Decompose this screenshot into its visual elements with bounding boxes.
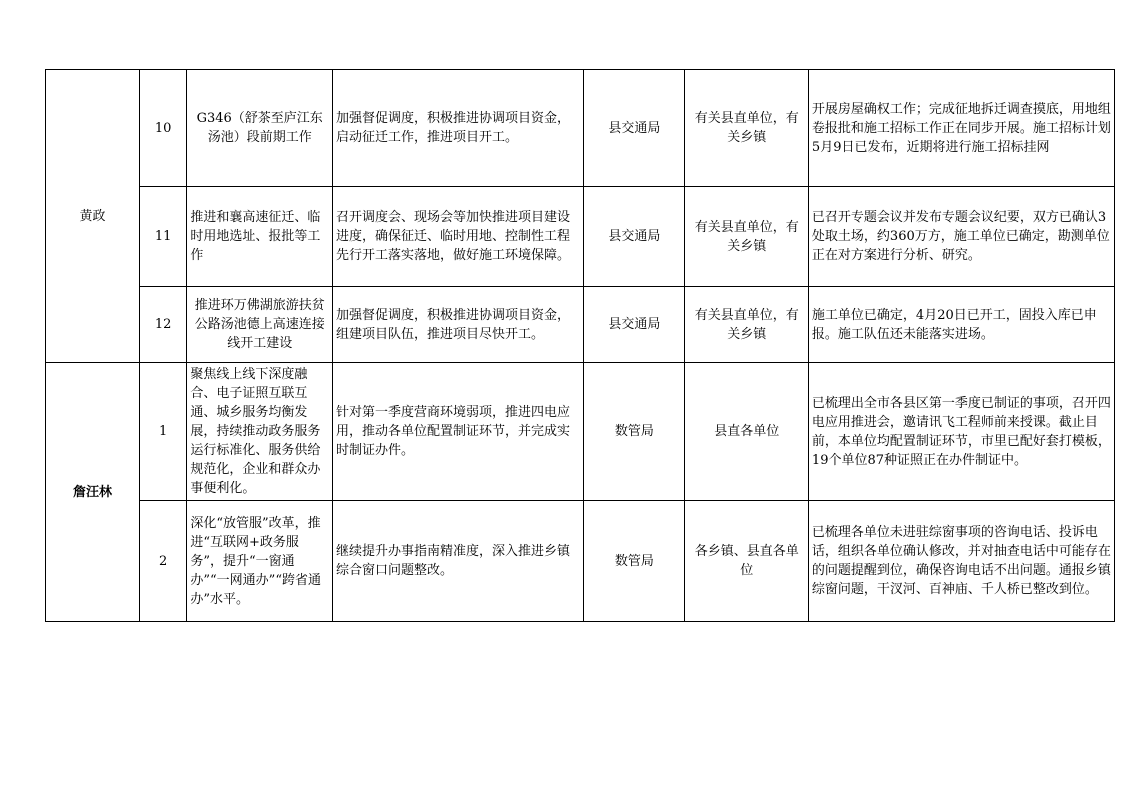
task-cell: 推进环万佛湖旅游扶贫公路汤池德上高速连接线开工建设 [187,287,333,363]
table-row [46,70,1115,187]
measure-cell: 继续提升办事指南精准度，深入推进乡镇综合窗口问题整改。 [333,501,584,622]
cooperating-unit-cell: 县直各单位 [685,363,808,501]
table-row [46,287,1115,363]
task-cell: 深化“放管服”改革，推进“互联网+政务服务”，提升“一窗通办”“一网通办”“跨省通办”水平。 [187,501,333,622]
progress-cell: 已梳理各单位未进驻综窗事项的咨询电话、投诉电话，组织各单位确认修改，并对抽查电话中可能存在的问题提醒到位，确保咨询电话不出问题。通报乡镇综窗问题，干汊河、百神庙、千人桥已整改到位。 [808,501,1114,622]
cooperating-unit-cell: 有关县直单位，有关乡镇 [685,187,808,287]
lead-unit-cell: 县交通局 [584,187,685,287]
progress-cell: 施工单位已确定，4月20日已开工，固投入库已申报。施工队伍还未能落实进场。 [808,287,1114,363]
measure-cell: 加强督促调度，积极推进协调项目资金，启动征迁工作，推进项目开工。 [333,70,584,187]
row-number: 10 [139,70,186,187]
responsible-person: 詹汪林 [46,363,140,622]
measure-cell: 召开调度会、现场会等加快推进项目建设进度，确保征迁、临时用地、控制性工程先行开工落实落地，做好施工环境保障。 [333,187,584,287]
task-progress-table [45,69,1115,622]
progress-cell: 已梳理出全市各县区第一季度已制证的事项，召开四电应用推进会，邀请讯飞工程师前来授课。截止目前，本单位均配置制证环节，市里已配好套打模板，19个单位87种证照正在办件制证中。 [808,363,1114,501]
row-number: 11 [139,187,186,287]
task-cell: G346（舒茶至庐江东汤池）段前期工作 [187,70,333,187]
lead-unit-cell: 数管局 [584,363,685,501]
task-cell: 聚焦线上线下深度融合、电子证照互联互通、城乡服务均衡发展，持续推动政务服务运行标准化、服务供给规范化，企业和群众办事便利化。 [187,363,333,501]
lead-unit-cell: 县交通局 [584,70,685,187]
responsible-person: 黄政 [46,70,140,363]
measure-cell: 针对第一季度营商环境弱项，推进四电应用，推动各单位配置制证环节，并完成实时制证办件。 [333,363,584,501]
lead-unit-cell: 数管局 [584,501,685,622]
table-row [46,187,1115,287]
task-cell: 推进和襄高速征迁、临时用地选址、报批等工作 [187,187,333,287]
row-number: 1 [139,363,186,501]
lead-unit-cell: 县交通局 [584,287,685,363]
row-number: 12 [139,287,186,363]
cooperating-unit-cell: 有关县直单位，有关乡镇 [685,70,808,187]
table-row [46,501,1115,622]
measure-cell: 加强督促调度，积极推进协调项目资金，组建项目队伍，推进项目尽快开工。 [333,287,584,363]
table-row [46,363,1115,501]
progress-cell: 开展房屋确权工作；完成征地拆迁调查摸底，用地组卷报批和施工招标工作正在同步开展。施工招标计划5月9日已发布，近期将进行施工招标挂网 [808,70,1114,187]
cooperating-unit-cell: 有关县直单位，有关乡镇 [685,287,808,363]
cooperating-unit-cell: 各乡镇、县直各单位 [685,501,808,622]
progress-cell: 已召开专题会议并发布专题会议纪要，双方已确认3处取土场，约360万方，施工单位已确定，勘测单位正在对方案进行分析、研究。 [808,187,1114,287]
row-number: 2 [139,501,186,622]
